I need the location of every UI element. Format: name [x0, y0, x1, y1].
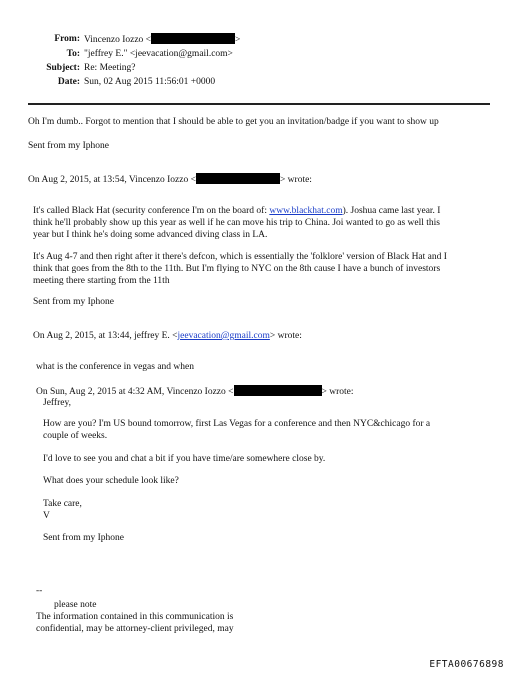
- disclaimer-line3: confidential, may be attorney-client privileged, may: [36, 624, 234, 634]
- redaction-bar: [151, 33, 235, 44]
- header-divider: [28, 103, 490, 105]
- from-value: Vincenzo Iozzo < >: [84, 35, 241, 45]
- quote3-para3: What does your schedule look like?: [43, 476, 179, 486]
- quote1-para2-line3: meeting there starting from the 11th: [33, 276, 170, 286]
- subject-label: Subject:: [46, 63, 80, 73]
- disclaimer-line2: The information contained in this communication is: [36, 612, 234, 622]
- date-label: Date:: [57, 77, 80, 87]
- reply-signature: Sent from my Iphone: [28, 141, 110, 151]
- quote1-para1-line3: year but I think he's doing some advanced diving class in LA.: [33, 230, 268, 240]
- quote2-body: what is the conference in vegas and when: [36, 362, 195, 372]
- quote3-closing: Take care,: [43, 499, 82, 509]
- quote3-attribution: On Sun, Aug 2, 2015 at 4:32 AM, Vincenzo Iozzo < > wrote:: [36, 387, 354, 397]
- quote1-signature: Sent from my Iphone: [33, 297, 115, 307]
- reply-body: Oh I'm dumb.. Forgot to mention that I should be able to get you an invitation/badge if you want to show up: [28, 117, 439, 127]
- date-value: Sun, 02 Aug 2015 11:56:01 +0000: [84, 77, 216, 87]
- quote3-greeting: Jeffrey,: [43, 398, 71, 408]
- to-value: "jeffrey E." <jeevacation@gmail.com>: [84, 49, 233, 59]
- disclaimer-line1: please note: [54, 600, 97, 610]
- redaction-bar: [196, 173, 280, 184]
- disclaimer-dashes: --: [36, 586, 43, 596]
- to-label: To:: [66, 49, 80, 59]
- document-id: EFTA00676898: [429, 659, 504, 670]
- quote3-para2: I'd love to see you and chat a bit if you have time/are somewhere close by.: [43, 454, 326, 464]
- quote1-attribution: On Aug 2, 2015, at 13:54, Vincenzo Iozzo < > wrote:: [28, 175, 312, 185]
- from-label: From:: [54, 34, 80, 44]
- quote2-attribution: On Aug 2, 2015, at 13:44, jeffrey E. <jeevacation@gmail.com> wrote:: [33, 331, 302, 341]
- redaction-bar: [234, 385, 322, 396]
- subject-value: Re: Meeting?: [84, 63, 136, 73]
- quote1-para2-line1: It's Aug 4-7 and then right after it there's defcon, which is essentially the 'folklore' version of Black Hat and I: [33, 252, 447, 262]
- quote1-para2-line2: think that goes from the 8th to the 11th. But I'm flying to NYC on the 8th cause I have a bunch of investors: [33, 264, 441, 274]
- quote1-para1-line2: think he'll probably show up this year as well if he can move his trip to China. Joi wanted to go as well this: [33, 218, 440, 228]
- blackhat-link[interactable]: www.blackhat.com: [269, 206, 343, 216]
- quote3-signature: Sent from my Iphone: [43, 533, 125, 543]
- quote1-para1-line1: It's called Black Hat (security conference I'm on the board of: www.blackhat.com). Joshua came last year. I: [33, 206, 441, 216]
- quote3-para1-line1: How are you? I'm US bound tomorrow, first Las Vegas for a conference and then NYC&chicago for a: [43, 419, 431, 429]
- quote3-initial: V: [43, 511, 50, 521]
- email-link[interactable]: jeevacation@gmail.com: [177, 331, 270, 341]
- quote3-para1-line2: couple of weeks.: [43, 431, 108, 441]
